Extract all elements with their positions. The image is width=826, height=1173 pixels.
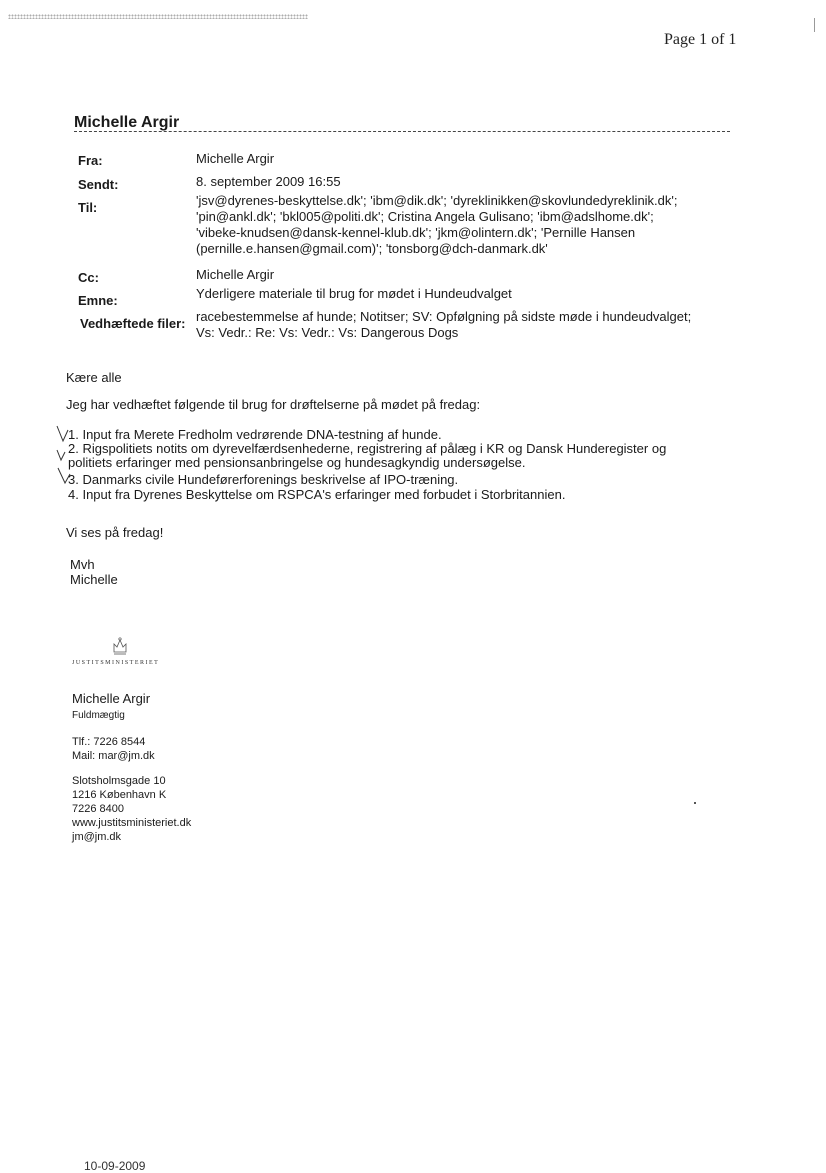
address-line: www.justitsministeriet.dk [72,817,192,829]
to-label: Til: [78,200,98,215]
signoff: Mvh [70,557,95,572]
address-line: Slotsholmsgade 10 [72,775,166,787]
list-item [68,442,666,470]
list-item [68,428,442,442]
from-value: Michelle Argir [196,151,275,166]
intro-text: Jeg har vedhæftet følgende til brug for drøftelserne på mødet på fredag: [66,397,481,412]
list-item-line: 3. Danmarks civile Hundeførerforenings beskrivelse af IPO-træning. [68,472,459,487]
signature-contact [72,735,155,763]
scan-edge-mark [814,18,815,32]
ministry-logo [72,636,192,672]
cc-value: Michelle Argir [196,267,275,282]
address-line: 7226 8400 [72,803,124,815]
closing-text: Vi ses på fredag! [66,525,164,540]
email-sender-title: Michelle Argir [74,114,180,131]
logo-text: JUSTITSMINISTERIET [72,660,160,666]
list-item-line: politiets erfaringer med pensionsanbringelse og hundesagkyndig undersøgelse. [68,455,526,470]
from-label: Fra: [78,153,103,168]
to-recipients [196,193,756,257]
sent-label: Sendt: [78,177,119,192]
to-line: 'pin@ankl.dk'; 'bkl005@politi.dk'; Cristina Angela Gulisano; 'ibm@adslhome.dk'; [196,209,654,224]
scan-speck [694,802,696,804]
to-line: 'jsv@dyrenes-beskyttelse.dk'; 'ibm@dik.dk'; 'dyreklinikken@skovlundedyreklinik.dk'; [196,193,678,208]
signature-title: Fuldmægtig [72,710,125,721]
sent-value: 8. september 2009 16:55 [196,174,341,189]
signature-name: Michelle Argir [72,691,151,706]
footer-date: 10-09-2009 [84,1159,146,1173]
attachments-line: racebestemmelse af hunde; Notitser; SV: Opfølgning på sidste møde i hundeudvalget; [196,309,692,324]
list-item-line: 4. Input fra Dyrenes Beskyttelse om RSPCA's erfaringer med forbudet i Storbritannien. [68,487,566,502]
page-number: Page 1 of 1 [664,31,737,48]
to-line: (pernille.e.hansen@gmail.com)'; 'tonsborg@dch-danmark.dk' [196,241,548,256]
greeting: Kære alle [66,370,122,385]
attachments-label: Vedhæftede filer: [80,316,186,331]
list-item-line: 2. Rigspolitiets notits om dyrevelfærdsenhederne, registrering af pålæg i KR og Dansk Hunderegister og [68,441,667,456]
handwritten-check-icon [55,446,69,462]
attachments-value [196,309,756,341]
cc-label: Cc: [78,270,99,285]
attachments-line: Vs: Vedr.: Re: Vs: Vedr.: Vs: Dangerous Dogs [196,325,459,340]
to-line: 'vibeke-knudsen@dansk-kennel-klub.dk'; 'jkm@olintern.dk'; 'Pernille Hansen [196,225,636,240]
address-line: 1216 København K [72,789,167,801]
title-divider [74,131,730,132]
list-item-line: 1. Input fra Merete Fredholm vedrørende DNA-testning af hunde. [68,427,442,442]
contact-line: Mail: mar@jm.dk [72,750,155,762]
list-item [68,488,565,502]
contact-line: Tlf.: 7226 8544 [72,736,146,748]
list-item [68,473,458,487]
subject-label: Emne: [78,293,118,308]
signature-address [72,774,191,844]
crown-icon [112,636,128,656]
signoff-name: Michelle [70,572,118,587]
subject-value: Yderligere materiale til brug for mødet i Hundeudvalget [196,286,512,301]
address-line: jm@jm.dk [72,831,122,843]
scan-header-dots [8,14,308,19]
